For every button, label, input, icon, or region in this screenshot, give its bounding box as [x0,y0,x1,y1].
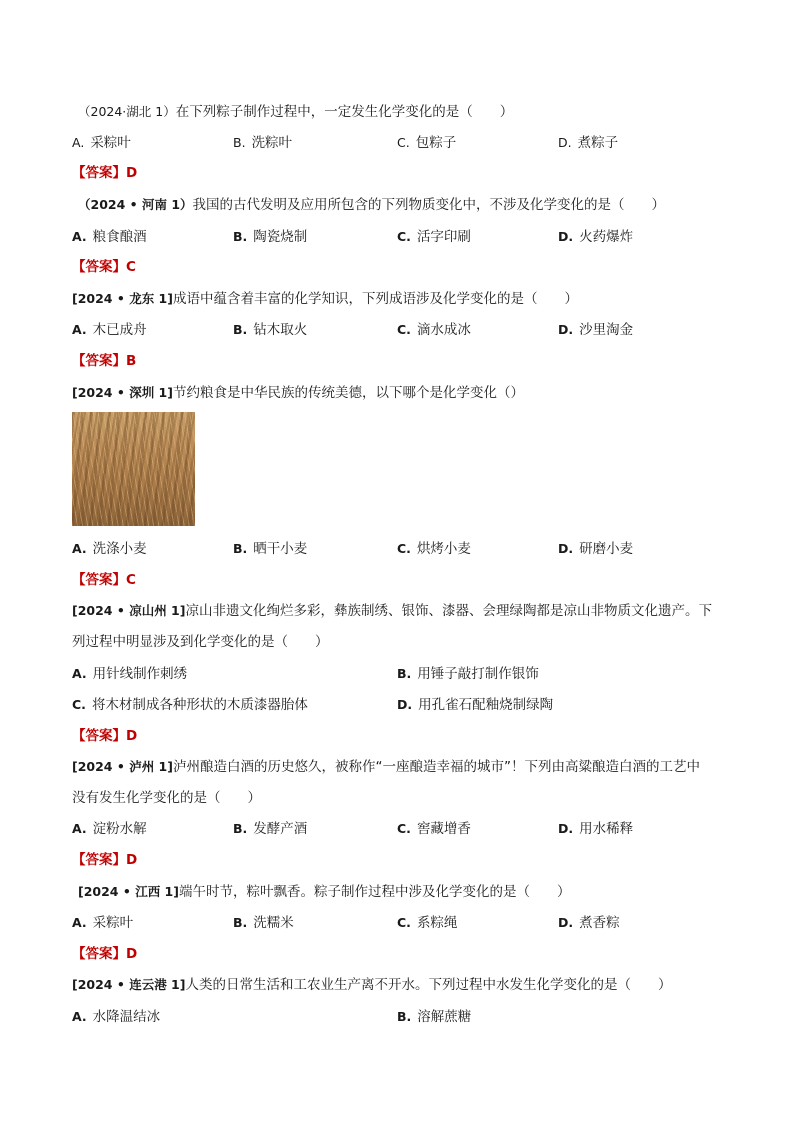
question-stem: 成语中蕴含着丰富的化学知识，下列成语涉及化学变化的是（ ） [172,291,578,307]
question-2 [78,195,734,215]
option-a: A. 采粽叶 [72,915,134,931]
question-stem: 人类的日常生活和工农业生产离不开水。下列过程中水发生化学变化的是（ ） [185,977,672,993]
option-b: B. 钻木取火 [233,322,308,338]
option-d: D. 沙里淘金 [558,322,634,338]
question-source: [2024 • 连云港 1] [72,977,186,992]
option-b: B. 发酵产酒 [233,821,308,837]
option-a: A. 淀粉水解 [72,821,147,837]
option-a: A. 水降温结冰 [72,1009,161,1025]
option-a: A. 粮食酿酒 [72,229,147,245]
option-b: B. 洗糯米 [233,915,294,931]
question-stem-continued: 没有发生化学变化的是（ ） [72,790,261,806]
option-c: C. 系粽绳 [397,915,458,931]
question-source: [2024 • 江西 1] [78,884,179,899]
question-source: [2024 • 凉山州 1] [72,603,186,618]
question-stem-continued: 列过程中明显涉及到化学变化的是（ ） [72,634,329,650]
question-stem: 凉山非遗文化绚烂多彩，彝族制绣、银饰、漆器、会理绿陶都是凉山非物质文化遗产。下 [185,603,712,619]
answer: 【答案】D [72,728,138,744]
question-source: [2024 • 龙东 1] [72,291,173,306]
option-c: C. 将木材制成各种形状的木质漆器胎体 [72,697,308,713]
option-d: D. 用孔雀石配釉烧制绿陶 [397,697,554,713]
question-stem: 泸州酿造白酒的历史悠久，被称作“一座酿造幸福的城市”！下列由高粱酿造白酒的工艺中 [172,759,700,775]
question-source: （2024·湖北 1） [78,104,176,119]
answer: 【答案】C [72,572,136,588]
option-c: C. 窖藏增香 [397,821,471,837]
answer: 【答案】D [72,852,138,868]
question-stem: 端午时节，粽叶飘香。粽子制作过程中涉及化学变化的是（ ） [178,884,571,900]
option-c: C. 包粽子 [397,135,457,151]
option-a: A. 洗涤小麦 [72,541,147,557]
option-b: B. 洗粽叶 [233,135,293,151]
answer: 【答案】C [72,259,136,275]
question-1 [78,102,734,122]
answer: 【答案】D [72,165,138,181]
option-c: C. 烘烤小麦 [397,541,471,557]
option-d: D. 煮香粽 [558,915,620,931]
option-b: B. 用锤子敲打制作银饰 [397,666,539,682]
option-b: B. 晒干小麦 [233,541,308,557]
question-7 [78,882,734,902]
answer: 【答案】B [72,353,137,369]
option-b: B. 溶解蔗糖 [397,1009,472,1025]
question-3 [72,289,734,309]
option-d: D. 研磨小麦 [558,541,634,557]
option-d: D. 火药爆炸 [558,229,634,245]
question-stem: 节约粮食是中华民族的传统美德，以下哪个是化学变化（） [172,385,524,401]
question-stem: 在下列粽子制作过程中，一定发生化学变化的是（ ） [175,104,514,120]
wheat-photo [72,412,195,526]
question-stem: 我国的古代发明及应用所包含的下列物质变化中，不涉及化学变化的是（ ） [192,197,666,213]
option-a: A. 用针线制作刺绣 [72,666,188,682]
option-c: C. 活字印刷 [397,229,471,245]
question-5 [72,601,734,621]
question-4 [72,383,734,403]
option-b: B. 陶瓷烧制 [233,229,308,245]
option-a: A. 木已成舟 [72,322,147,338]
option-d: D. 用水稀释 [558,821,634,837]
question-source: [2024 • 泸州 1] [72,759,173,774]
question-6 [72,757,734,777]
option-c: C. 滴水成冰 [397,322,471,338]
answer: 【答案】D [72,946,138,962]
question-source: [2024 • 深圳 1] [72,385,173,400]
option-a: A. 采粽叶 [72,135,131,151]
option-d: D. 煮粽子 [558,135,619,151]
question-source: （2024 • 河南 1） [78,197,193,212]
question-8 [72,975,734,995]
